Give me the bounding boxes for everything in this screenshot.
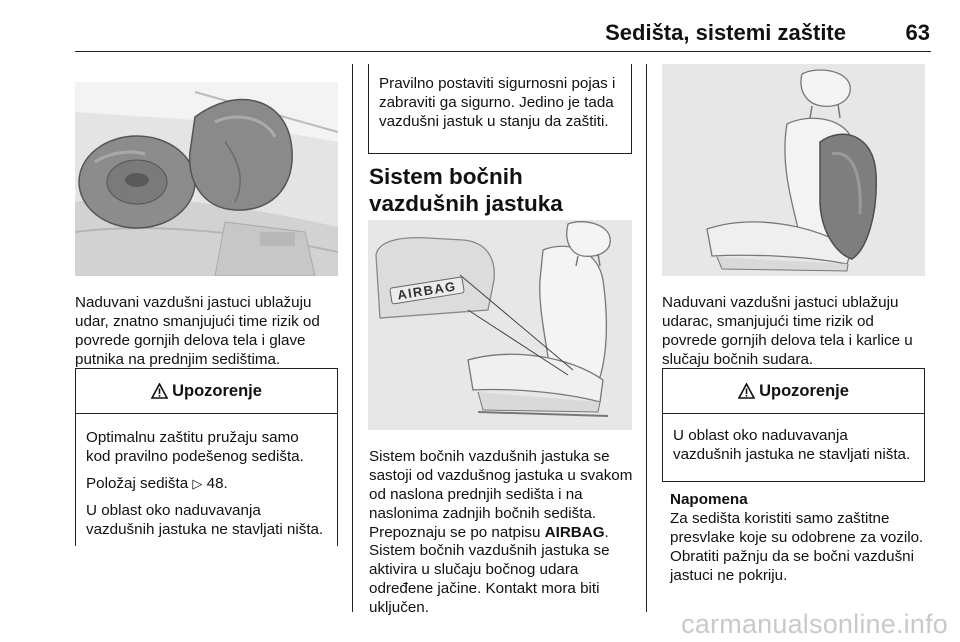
seatbelt-carryover-box (368, 64, 632, 154)
column-divider-1 (352, 64, 353, 612)
warning-paragraph-2 (86, 474, 327, 493)
warning-header-right (663, 369, 924, 414)
section-heading-side-airbags: Sistem bočnih vazdušnih jastuka (369, 164, 563, 216)
warning-body (76, 414, 337, 555)
side-airbag-deployed-illustration (662, 64, 925, 276)
warning-right-paragraph-1: U oblast oko naduvavanja vazdušnih jastuka ne stavljati ništa. (673, 427, 911, 463)
warning-paragraph-3: U oblast oko naduvavanja vazdušnih jastuka ne stavljati ništa. (86, 502, 324, 538)
warning-triangle-icon (151, 383, 168, 399)
side-airbag-seat-illustration (368, 220, 632, 430)
warning-box-right (662, 368, 925, 482)
note-title: Napomena (670, 491, 748, 508)
warning-paragraph-1: Optimalnu zaštitu pružaju samo kod pravilno podešenog sedišta. (86, 429, 304, 465)
page-number: 63 (905, 20, 930, 45)
warning-paragraph-2-text: Položaj sedišta (86, 475, 189, 492)
page-reference-number[interactable]: 48. (206, 475, 228, 492)
page-reference-icon[interactable]: ▷ (192, 476, 203, 491)
warning-title-right: Upozorenje (759, 381, 849, 400)
side-airbag-deployed-drawing (662, 64, 925, 276)
warning-box-left (75, 368, 338, 546)
side-airbags-paragraph-1 (369, 447, 639, 542)
warning-body-right (663, 414, 924, 480)
note-text: Za sedišta koristiti samo zaštitne presvlake koje su odobrene za vozilo. Obratiti pažnju da se bočni vazdušni jastuci ne pokriju. (670, 510, 924, 584)
warning-title: Upozorenje (172, 381, 262, 400)
front-airbags-drawing (75, 82, 338, 276)
warning-triangle-icon (738, 383, 755, 399)
column-divider-2 (646, 64, 647, 612)
note-block (670, 490, 932, 585)
airbag-keyword: AIRBAG (544, 524, 605, 541)
seatbelt-carryover-text: Pravilno postaviti sigurnosni pojas i zabraviti ga sigurno. Jedino je tada vazdušni jastuk u stanju da zaštiti. (379, 75, 616, 130)
warning-header (76, 369, 337, 414)
watermark: carmanualsonline.info (681, 609, 948, 639)
side-airbag-seat-drawing (368, 220, 632, 430)
front-airbags-illustration (75, 82, 338, 276)
side-airbags-deployed-paragraph: Naduvani vazdušni jastuci ublažuju udarac, smanjujući time rizik od povrede gornjih delova tela i karlice u slučaju bočnih sudara. (662, 294, 913, 368)
front-airbags-paragraph: Naduvani vazdušni jastuci ublažuju udar, znatno smanjujući time rizik od povrede gornjih delova tela i glave putnika na prednjim sedištima. (75, 294, 320, 368)
side-airbags-paragraph-2: Sistem bočnih vazdušnih jastuka se aktivira u slučaju bočnog udara određene jačine. Kontakt mora biti uključen. (369, 542, 610, 616)
side-airbags-paragraph-1-text: Sistem bočnih vazdušnih jastuka se sastoji od vazdušnog jastuka u svakom od naslona prednjih sedišta i na naslonima zadnjih bočnih sedišta. Prepoznaju se po natpisu (369, 448, 633, 541)
page-header-title: Sedišta, sistemi zaštite (605, 20, 846, 45)
side-airbags-paragraph-1-end: . (604, 524, 609, 541)
header-rule (75, 51, 931, 52)
airbag-label-tag: AIRBAG (389, 276, 464, 304)
